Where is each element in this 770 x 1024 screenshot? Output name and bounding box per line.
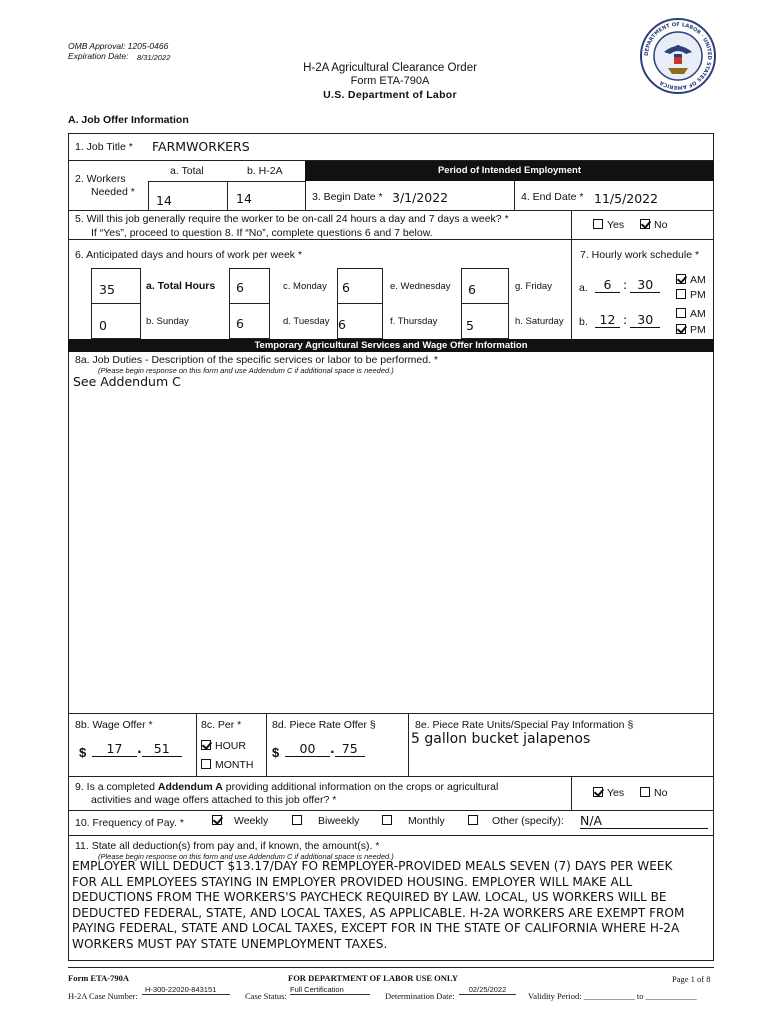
friday-label: g. Friday xyxy=(515,281,552,292)
addendum-yes-option[interactable]: Yes xyxy=(593,787,624,799)
checked-checkbox-icon[interactable] xyxy=(593,787,603,797)
per-month-option[interactable]: MONTH xyxy=(201,759,254,771)
oncall-no-option[interactable]: No xyxy=(640,219,667,231)
checkbox-icon[interactable] xyxy=(292,815,302,825)
oncall-question: 5. Will this job generally require the worker to be on-call 24 hours a day and 7 days a week? * xyxy=(75,213,509,225)
checkbox-icon[interactable] xyxy=(382,815,392,825)
checked-checkbox-icon[interactable] xyxy=(640,219,650,229)
department-name: U.S. Department of Labor xyxy=(323,89,457,101)
deduction-line: FOR ALL EMPLOYEES STAYING IN EMPLOYER PROVIDED HOUSING. EMPLOYER WILL MAKE ALL xyxy=(72,874,633,889)
end-date-label: 4. End Date * xyxy=(521,191,584,203)
wednesday-hours-field[interactable]: 6 xyxy=(468,282,476,297)
pay-frequency-label: 10. Frequency of Pay. * xyxy=(75,817,184,829)
checkbox-icon[interactable] xyxy=(468,815,478,825)
determination-date-field[interactable]: 02/25/2022 xyxy=(459,985,516,995)
expiration-label: Expiration Date: xyxy=(68,51,129,61)
wednesday-label: e. Wednesday xyxy=(390,281,451,292)
pay-other-field[interactable]: N/A xyxy=(580,813,708,829)
determination-date-label: Determination Date: xyxy=(385,991,455,1001)
per-hour-option[interactable]: HOUR xyxy=(201,740,246,752)
begin-date-label: 3. Begin Date * xyxy=(312,191,383,203)
case-status-label: Case Status: xyxy=(245,991,287,1001)
piece-units-label: 8e. Piece Rate Units/Special Pay Information § xyxy=(415,719,634,731)
total-hours-field[interactable]: 35 xyxy=(99,282,115,297)
schedule-b-time[interactable]: 12 : 30 xyxy=(595,312,660,328)
tuesday-label: d. Tuesday xyxy=(283,316,330,327)
checkbox-icon[interactable] xyxy=(676,308,686,318)
job-duties-field[interactable]: See Addendum C xyxy=(73,374,181,389)
validity-period: Validity Period: ____________ to ____________ xyxy=(528,991,697,1001)
seal-text: DEPARTMENT OF LABOR · UNITED STATES OF AMERICA xyxy=(643,21,713,91)
expiration-value: 8/31/2022 xyxy=(137,53,171,62)
per-label: 8c. Per * xyxy=(201,719,242,731)
omb-approval: OMB Approval: 1205-0466 xyxy=(68,41,169,51)
case-number-field[interactable]: H-300-22020-843151 xyxy=(142,985,230,995)
begin-date-field[interactable]: 3/1/2022 xyxy=(392,190,449,205)
piece-units-field[interactable]: 5 gallon bucket jalapenos xyxy=(411,731,591,747)
deduction-line: WORKERS MUST PAY STATE UNEMPLOYMENT TAXES. xyxy=(72,936,388,951)
footer-page-number: Page 1 of 8 xyxy=(672,974,711,984)
schedule-b-label: b. xyxy=(579,316,588,328)
footer-dol-use: FOR DEPARTMENT OF LABOR USE ONLY xyxy=(288,973,458,983)
h2a-workers-label: b. H-2A xyxy=(247,165,283,177)
checkbox-icon[interactable] xyxy=(640,787,650,797)
deductions-field[interactable] xyxy=(72,859,712,952)
deductions-note: (Please begin response on this form and use Addendum C if additional space is needed.) xyxy=(98,852,394,861)
schedule-a-time[interactable]: 6 : 30 xyxy=(595,277,660,293)
sunday-total-field[interactable]: 0 xyxy=(99,318,107,333)
schedule-a-label: a. xyxy=(579,282,588,294)
piece-dollar-sign: $ xyxy=(272,745,280,760)
checked-checkbox-icon[interactable] xyxy=(212,815,222,825)
deductions-label: 11. State all deduction(s) from pay and, if known, the amount(s). * xyxy=(75,840,380,852)
job-duties-note: (Please begin response on this form and use Addendum C if additional space is needed.) xyxy=(98,366,394,375)
total-workers-label: a. Total xyxy=(170,165,204,177)
case-status-field[interactable]: Full Certification xyxy=(290,985,370,995)
saturday-label: h. Saturday xyxy=(515,316,564,327)
pay-other-option[interactable]: Other (specify): xyxy=(468,815,564,827)
end-date-field[interactable]: 11/5/2022 xyxy=(594,191,659,206)
oncall-yes-option[interactable]: Yes xyxy=(593,219,624,231)
schedule-a-am-option[interactable]: AM xyxy=(676,274,706,286)
sunday-hours-field[interactable]: 6 xyxy=(236,316,244,331)
form-number: Form ETA-790A xyxy=(350,75,430,87)
piece-rate-label: 8d. Piece Rate Offer § xyxy=(272,719,376,731)
hourly-schedule-label: 7. Hourly work schedule * xyxy=(580,249,700,261)
section-a-heading: A. Job Offer Information xyxy=(68,114,189,126)
job-duties-label: 8a. Job Duties - Description of the specific services or labor to be performed. * xyxy=(75,354,438,366)
pay-weekly-option[interactable]: Weekly xyxy=(212,815,268,827)
form-title: H-2A Agricultural Clearance Order xyxy=(303,62,477,74)
addendum-a-question: 9. Is a completed Addendum A providing additional information on the crops or agricultural xyxy=(75,781,499,793)
tuesday-hours-field[interactable]: 6 xyxy=(338,317,346,332)
schedule-a-pm-option[interactable]: PM xyxy=(676,289,706,301)
checked-checkbox-icon[interactable] xyxy=(676,274,686,284)
deduction-line: DEDUCTED FEDERAL, STATE, AND LOCAL TAXES, AS APPLICABLE. H-2A WORKERS ARE EXEMPT FROM xyxy=(72,905,685,920)
monday-hours-field[interactable]: 6 xyxy=(236,280,244,295)
pay-biweekly-option[interactable]: Biweekly xyxy=(292,815,359,827)
sunday-label: b. Sunday xyxy=(146,316,189,327)
checked-checkbox-icon[interactable] xyxy=(676,324,686,334)
thursday-label: f. Thursday xyxy=(390,316,438,327)
job-title-label: 1. Job Title * xyxy=(75,141,133,153)
workers-needed-label: 2. Workers xyxy=(75,173,126,185)
piece-rate-field[interactable]: 00 . 75 xyxy=(285,741,365,757)
case-number-label: H-2A Case Number: xyxy=(68,991,138,1001)
monday-label: c. Monday xyxy=(283,281,327,292)
dol-seal-icon xyxy=(640,18,716,94)
workers-needed-label-2: Needed * xyxy=(91,186,135,198)
job-title-field[interactable]: FARMWORKERS xyxy=(152,139,250,154)
footer-form-name: Form ETA-790A xyxy=(68,973,129,983)
schedule-b-pm-option[interactable]: PM xyxy=(676,324,706,336)
addendum-a-question-2: activities and wage offers attached to this job offer? * xyxy=(91,794,337,806)
addendum-no-option[interactable]: No xyxy=(640,787,667,799)
wage-offer-field[interactable]: 17 . 51 xyxy=(92,741,182,757)
wage-dollar-sign: $ xyxy=(79,745,87,760)
deduction-line: DEDUCTIONS FROM THE WORKERS'S PAYCHECK REQUIRED BY LAW. LOCAL, US WORKERS WILL BE xyxy=(72,890,667,904)
wage-offer-label: 8b. Wage Offer * xyxy=(75,719,153,731)
total-workers-field[interactable]: 14 xyxy=(156,193,172,208)
oncall-instructions: If “Yes”, proceed to question 8. If “No”, complete questions 6 and 7 below. xyxy=(91,227,433,239)
schedule-b-am-option[interactable]: AM xyxy=(676,308,706,320)
temporary-services-bar: Temporary Agricultural Services and Wage Offer Information xyxy=(68,339,714,352)
period-employment-bar: Period of Intended Employment xyxy=(305,161,714,181)
deduction-line: PAYING FEDERAL, STATE AND LOCAL TAXES, EXCEPT FOR IN THE STATE OF CALIFORNIA WHERE H-2A xyxy=(72,921,680,935)
deduction-line: EMPLOYER WILL DEDUCT $13.17/DAY FO REMPLOYER-PROVIDED MEALS SEVEN (7) DAYS PER WEEK xyxy=(72,859,673,873)
anticipated-hours-label: 6. Anticipated days and hours of work per week * xyxy=(75,249,303,261)
thursday-hours-field[interactable]: 5 xyxy=(466,318,474,333)
h2a-workers-field[interactable]: 14 xyxy=(236,191,252,206)
checkbox-icon[interactable] xyxy=(593,219,603,229)
checkbox-icon[interactable] xyxy=(201,759,211,769)
checkbox-icon[interactable] xyxy=(676,289,686,299)
total-hours-label: a. Total Hours xyxy=(146,280,216,292)
pay-monthly-option[interactable]: Monthly xyxy=(382,815,445,827)
checked-checkbox-icon[interactable] xyxy=(201,740,211,750)
monday-value-field[interactable]: 6 xyxy=(342,280,350,295)
